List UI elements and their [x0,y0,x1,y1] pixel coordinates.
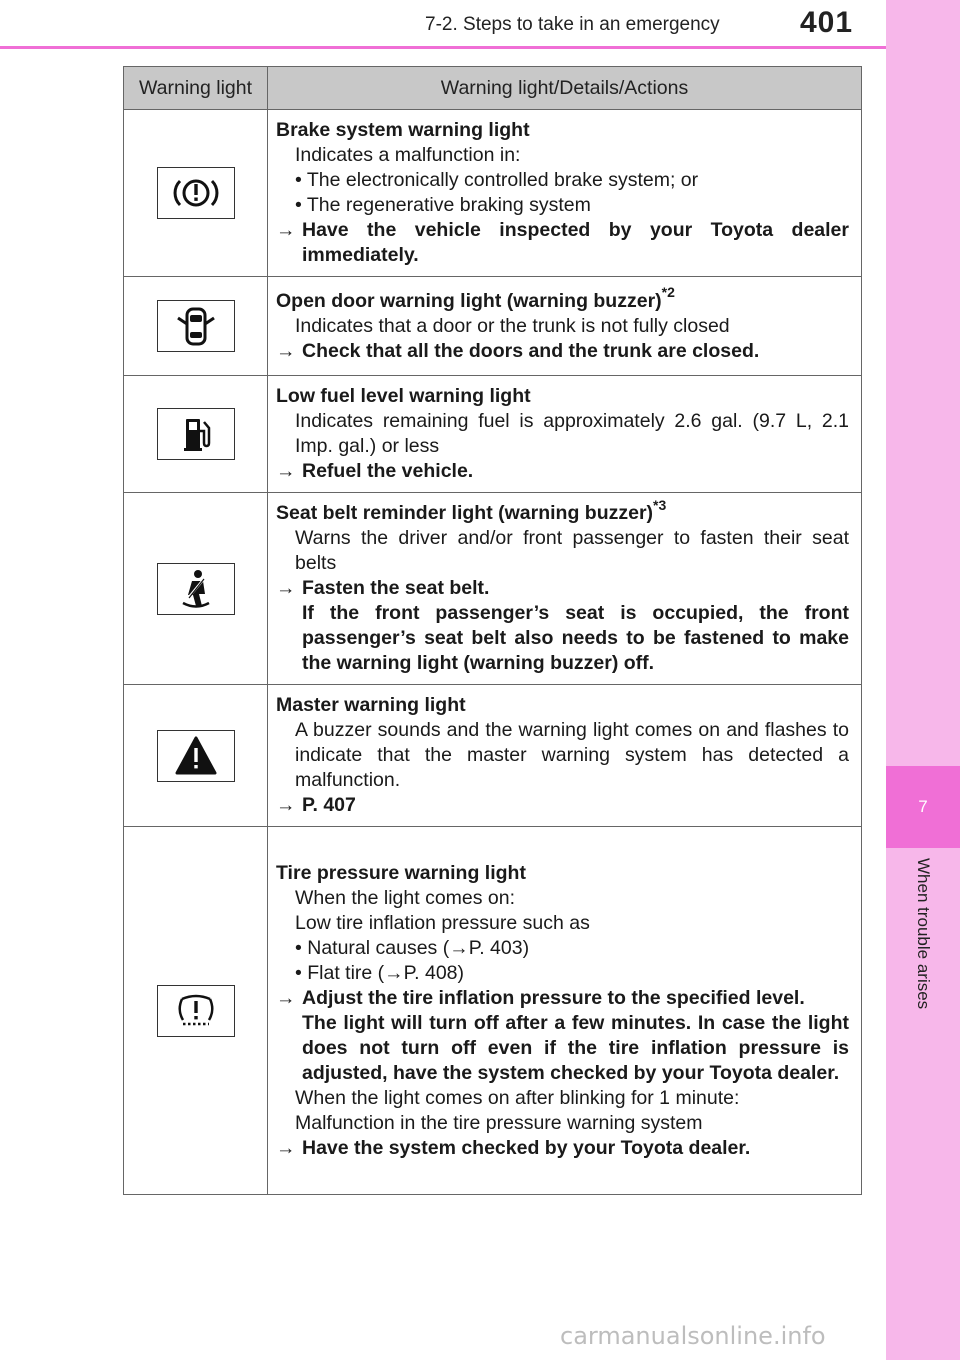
arrow-icon: → [276,219,296,241]
header-rule [0,46,886,49]
row-title [276,496,849,526]
warning-lights-table [123,66,862,1195]
arrow-icon: → [276,577,296,599]
row-text: Warns the driver and/or front passenger to fasten their seat belts [295,527,849,574]
watermark: carmanualsonline.info [560,1322,826,1350]
arrow-icon: → [276,794,296,816]
row-action [276,1136,849,1161]
row-text: When the light comes on: [295,886,516,909]
fuel-pump-icon [157,408,235,460]
row-text: Malfunction in the tire pressure warning system [295,1111,703,1134]
row-action [276,218,849,268]
icon-cell [124,685,268,827]
details-cell [268,827,862,1195]
row-text: Indicates a malfunction in: [295,144,521,166]
row-text: Indicates that a door or the trunk is not fully closed [295,314,730,337]
chapter-side-tab [886,0,960,1360]
table-row [124,493,862,685]
details-cell [268,376,862,493]
row-action [276,459,849,484]
row-title: Low fuel level warning light [276,385,531,407]
row-title [276,284,849,314]
action-text: Check that all the doors and the trunk are closed. [302,339,760,362]
row-title: Brake system warning light [276,119,530,141]
row-action [276,576,849,601]
row-text: Low tire inflation pressure such as [295,911,590,934]
row-title: Tire pressure warning light [276,861,526,884]
table-row [124,277,862,376]
action-text: Fasten the seat belt. [302,577,490,599]
row-action-continued: If the front passenger’s seat is occupied, the front passenger’s seat belt also needs to be fastened to make the warning light (warning buzzer) off. [302,602,849,674]
row-action-continued: The light will turn off after a few minutes. In case the light does not turn off even if the tire inflation pressure is adjusted, have the system checked by your Toyota dealer. [302,1011,849,1084]
row-text: When the light comes on after blinking for 1 minute: [295,1086,740,1109]
row-action [276,339,849,364]
action-text: Refuel the vehicle. [302,460,474,482]
row-text: Indicates remaining fuel is approximately 2.6 gal. (9.7 L, 2.1 Imp. gal.) or less [295,410,849,457]
row-action [276,793,849,818]
row-bullet: • The regenerative braking system [295,194,591,216]
row-action [276,986,849,1011]
seat-belt-icon [157,563,235,615]
footnote-mark: *2 [661,284,675,300]
section-title: 7-2. Steps to take in an emergency [425,14,720,35]
chapter-title: When trouble arises [914,858,933,1010]
icon-cell [124,110,268,277]
icon-cell [124,827,268,1195]
arrow-icon: → [276,1136,296,1159]
action-text: Have the vehicle inspected by your Toyota dealer immediately. [302,219,849,266]
action-text: Have the system checked by your Toyota dealer. [302,1136,751,1159]
details-cell [268,493,862,685]
action-text: Adjust the tire inflation pressure to the specified level. [302,986,805,1009]
master-warning-icon [157,730,235,782]
table-row [124,685,862,827]
row-title-text: Seat belt reminder light (warning buzzer) [276,502,654,524]
column-header-details: Warning light/Details/Actions [268,67,862,110]
arrow-icon: → [276,460,296,482]
page-reference-link[interactable]: P. 407 [302,794,356,816]
icon-cell [124,493,268,685]
row-bullet: • Flat tire (→P. 408) [295,961,465,984]
table-row [124,827,862,1195]
table-row [124,376,862,493]
row-title: Master warning light [276,694,466,716]
row-title-text: Open door warning light (warning buzzer) [276,289,662,312]
icon-cell [124,376,268,493]
chapter-number: 7 [886,766,960,848]
details-cell [268,110,862,277]
column-header-warning-light: Warning light [124,67,268,110]
footnote-mark: *3 [653,496,667,513]
page-number: 401 [800,6,854,39]
row-text: A buzzer sounds and the warning light comes on and flashes to indicate that the master warning system has detected a malfunction. [295,719,849,791]
icon-cell [124,277,268,376]
tire-pressure-icon [157,985,235,1037]
table-row [124,110,862,277]
details-cell [268,277,862,376]
arrow-icon: → [276,986,296,1009]
row-bullet: • The electronically controlled brake system; or [295,169,699,191]
table-header-row [124,67,862,110]
row-bullet: • Natural causes (→P. 403) [295,936,530,959]
arrow-icon: → [276,339,296,362]
details-cell [268,685,862,827]
brake-warning-icon [157,167,235,219]
open-door-icon [157,300,235,352]
